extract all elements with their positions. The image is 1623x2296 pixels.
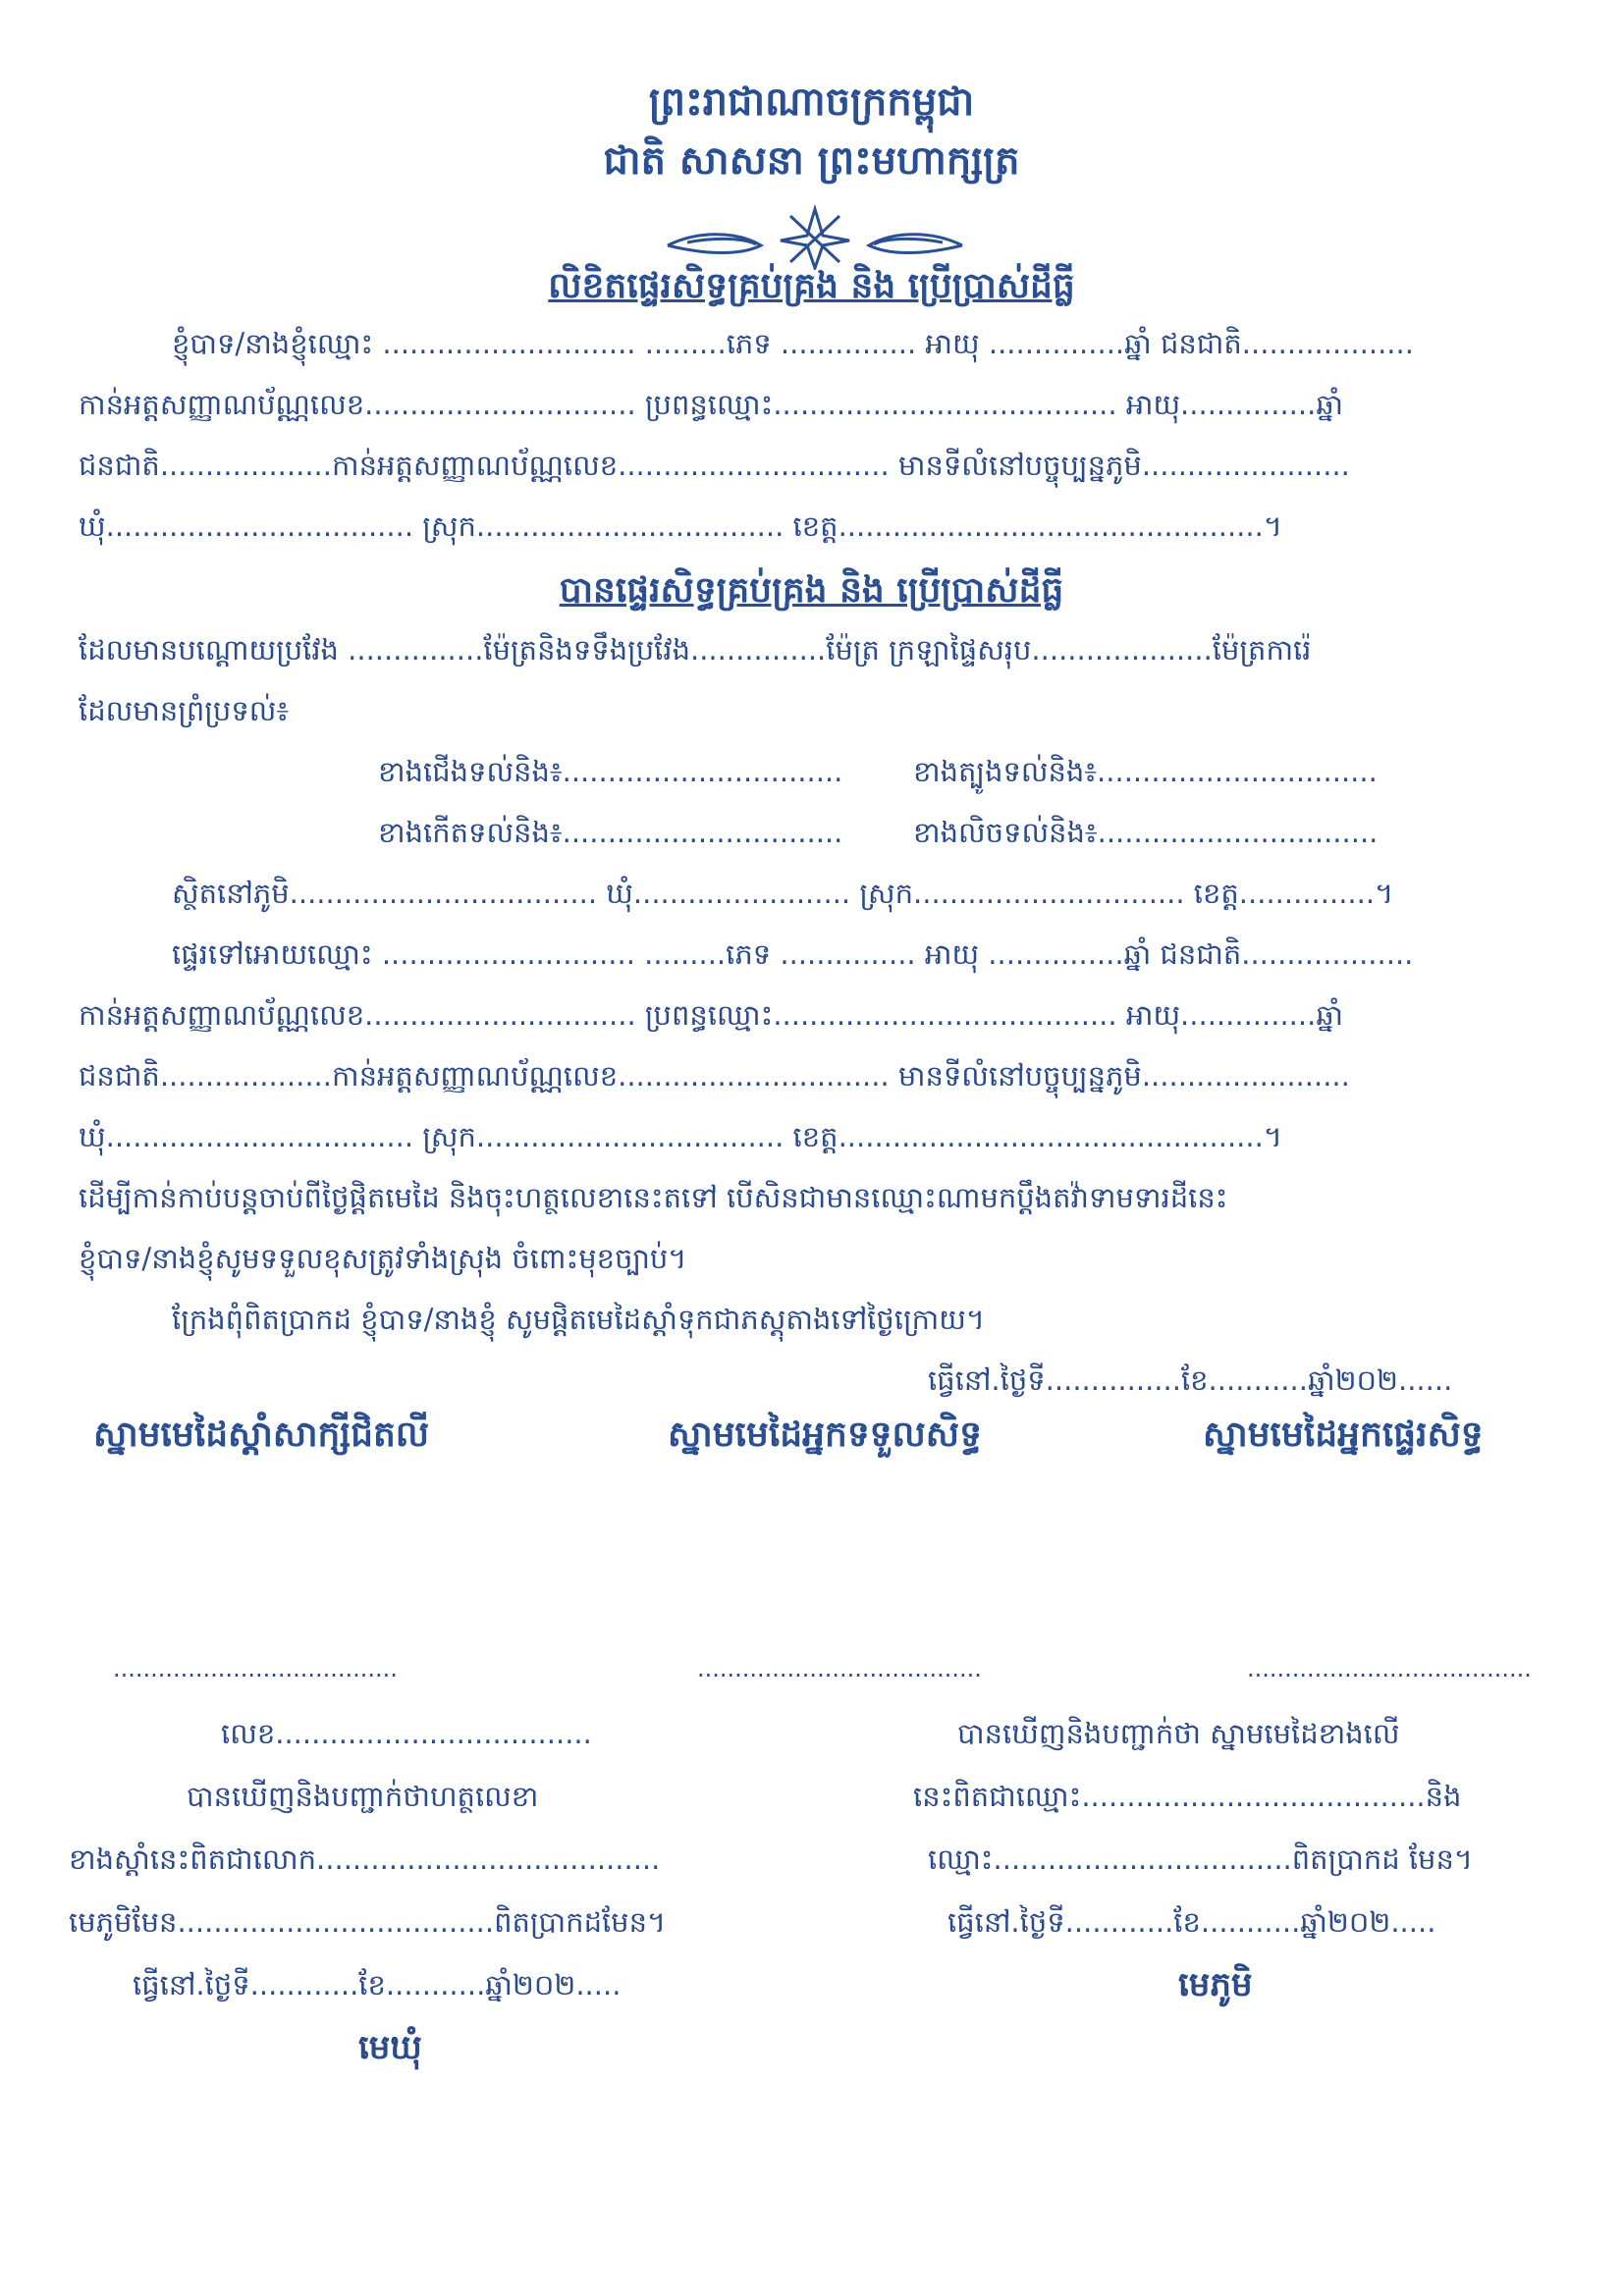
commune-date: ធ្វើនៅ.ថ្ងៃទី............ខែ...........ឆ្នាំ២០២..... [133,1968,622,2002]
village-date: ធ្វើនៅ.ថ្ងៃទី............ខែ...........ឆ្នាំ២០២..... [947,1905,1436,1939]
transferee-line-3: ជនជាតិ...................កាន់អត្តសញ្ញាណប័ណ្ណលេខ.............................. មានទីលំនៅបច្ចុប្បន្នភូមិ....................... [79,1059,1350,1093]
transferor-line-3: ជនជាតិ...................កាន់អត្តសញ្ញាណប័ណ្ណលេខ.............................. មានទីលំនៅបច្ចុប្បន្នភូមិ....................... [79,449,1350,482]
clause-line-1: ដើម្បីកាន់កាប់បន្តចាប់ពីថ្ងៃផ្តិតមេដៃ និងចុះហត្ថលេខានេះតទៅ បើសិនជាមានឈ្មោះណាមកប្តឹងតវ៉ាទាមទារដីនេះ [79,1181,1228,1214]
transferor-line-4: ឃុំ.................................. ស្រុក.................................. ខេត្ត...............................................។ [79,509,1282,543]
north-boundary: ខាងជើងទល់និង៖............................... [378,755,843,788]
transferor-thumbprint-label: ស្នាមមេដៃអ្នកផ្ទេរសិទ្ធ [1203,1415,1484,1455]
motto-header: ជាតិ សាសនា ព្រះមហាក្សត្រ [603,138,1020,184]
transferee-line-2: កាន់អត្តសញ្ញាណប័ណ្ណលេខ.............................. ប្រពន្ធឈ្មោះ...................................... អាយុ...............ឆ្នាំ [79,998,1343,1032]
land-location-line: ស្ថិតនៅភូមិ.................................. ឃុំ........................ ស្រុក.............................. ខេត្ត...............។ [172,877,1394,910]
transferor-signature-line: ...................................... [1247,1655,1532,1682]
village-cert-line-3: ឈ្មោះ.................................ពិតប្រាកដ មែន។ [928,1842,1473,1876]
ornament-divider [658,201,972,270]
transferee-line-4: ឃុំ.................................. ស្រុក.................................. ខេត្ត...............................................។ [79,1120,1282,1153]
receiver-signature-line: ...................................... [697,1655,982,1682]
clause-line-3: ក្រែងពុំពិតប្រាកដ ខ្ញុំបាទ/នាងខ្ញុំ សូមផ្តិតមេដៃស្តាំទុកជាភស្តុតាងទៅថ្ងៃក្រោយ។ [172,1303,985,1336]
clause-line-2: ខ្ញុំបាទ/នាងខ្ញុំសូមទទួលខុសត្រូវទាំងស្រុង ចំពោះមុខច្បាប់។ [79,1242,687,1275]
east-boundary: ខាងកើតទល់និង៖............................... [378,816,843,849]
section-title: បានផ្ទេរសិទ្ធគ្រប់គ្រង និង ប្រើប្រាស់ដីធ្លី [559,570,1064,611]
witness-signature-line: ...................................... [113,1655,398,1682]
village-chief-label: មេភូមិ [1178,1965,1253,2004]
document-title: លិខិតផ្ទេរសិទ្ធគ្រប់គ្រង និង ប្រើប្រាស់ដីធ្លី [548,266,1075,306]
land-size-line: ដែលមានបណ្តោយប្រវែង ...............ម៉ែត្រនិងទទឹងប្រវែង...............ម៉ែត្រ ក្រឡាផ្ទៃសរុប....................ម៉ែត្រការ៉េ [79,633,1312,667]
transferor-line-1: ខ្ញុំបាទ/នាងខ្ញុំឈ្មោះ ............................ .........ភេទ ............... អាយុ ...............ឆ្នាំ ជនជាតិ................... [172,327,1414,360]
south-boundary: ខាងត្បូងទល់និង៖............................... [913,755,1378,788]
kingdom-header: ព្រះរាជាណាចក្រកម្ពុជា [648,80,975,125]
west-boundary: ខាងលិចទល់និង៖............................... [913,816,1379,849]
receiver-thumbprint-label: ស្នាមមេដៃអ្នកទទួលសិទ្ធ [668,1415,982,1455]
commune-cert-line-3: មេភូមិមែន...................................ពិតប្រាកដមែន។ [69,1905,667,1939]
village-cert-line-2: នេះពិតជាឈ្មោះ......................................និង [913,1780,1462,1813]
village-cert-line-1: បានឃើញនិងបញ្ជាក់ថា ស្នាមមេដៃខាងលើ [957,1717,1400,1750]
commune-ref-number: លេខ................................... [221,1717,592,1750]
commune-cert-line-1: បានឃើញនិងបញ្ជាក់ថាហត្ថលេខា [187,1780,539,1813]
boundary-intro: ដែលមានព្រំប្រទល់៖ [79,694,290,727]
transferee-line-1: ផ្ទេរទៅអោយឈ្មោះ ............................ .........ភេទ ............... អាយុ ...............ឆ្នាំ ជនជាតិ................... [172,937,1414,971]
document-date: ធ្វើនៅ.ថ្ងៃទី...............ខែ...........ឆ្នាំ២០២...... [928,1363,1453,1397]
transferor-line-2: កាន់អត្តសញ្ញាណប័ណ្ណលេខ.............................. ប្រពន្ធឈ្មោះ...................................... អាយុ...............ឆ្នាំ [79,388,1343,421]
witness-thumbprint-label: ស្នាមមេដៃស្តាំសាក្សីជិតលី [93,1415,430,1455]
commune-cert-line-2: ខាងស្តាំនេះពិតជាលោក...................................... [69,1842,661,1876]
commune-chief-label: មេឃុំ [358,2028,422,2067]
